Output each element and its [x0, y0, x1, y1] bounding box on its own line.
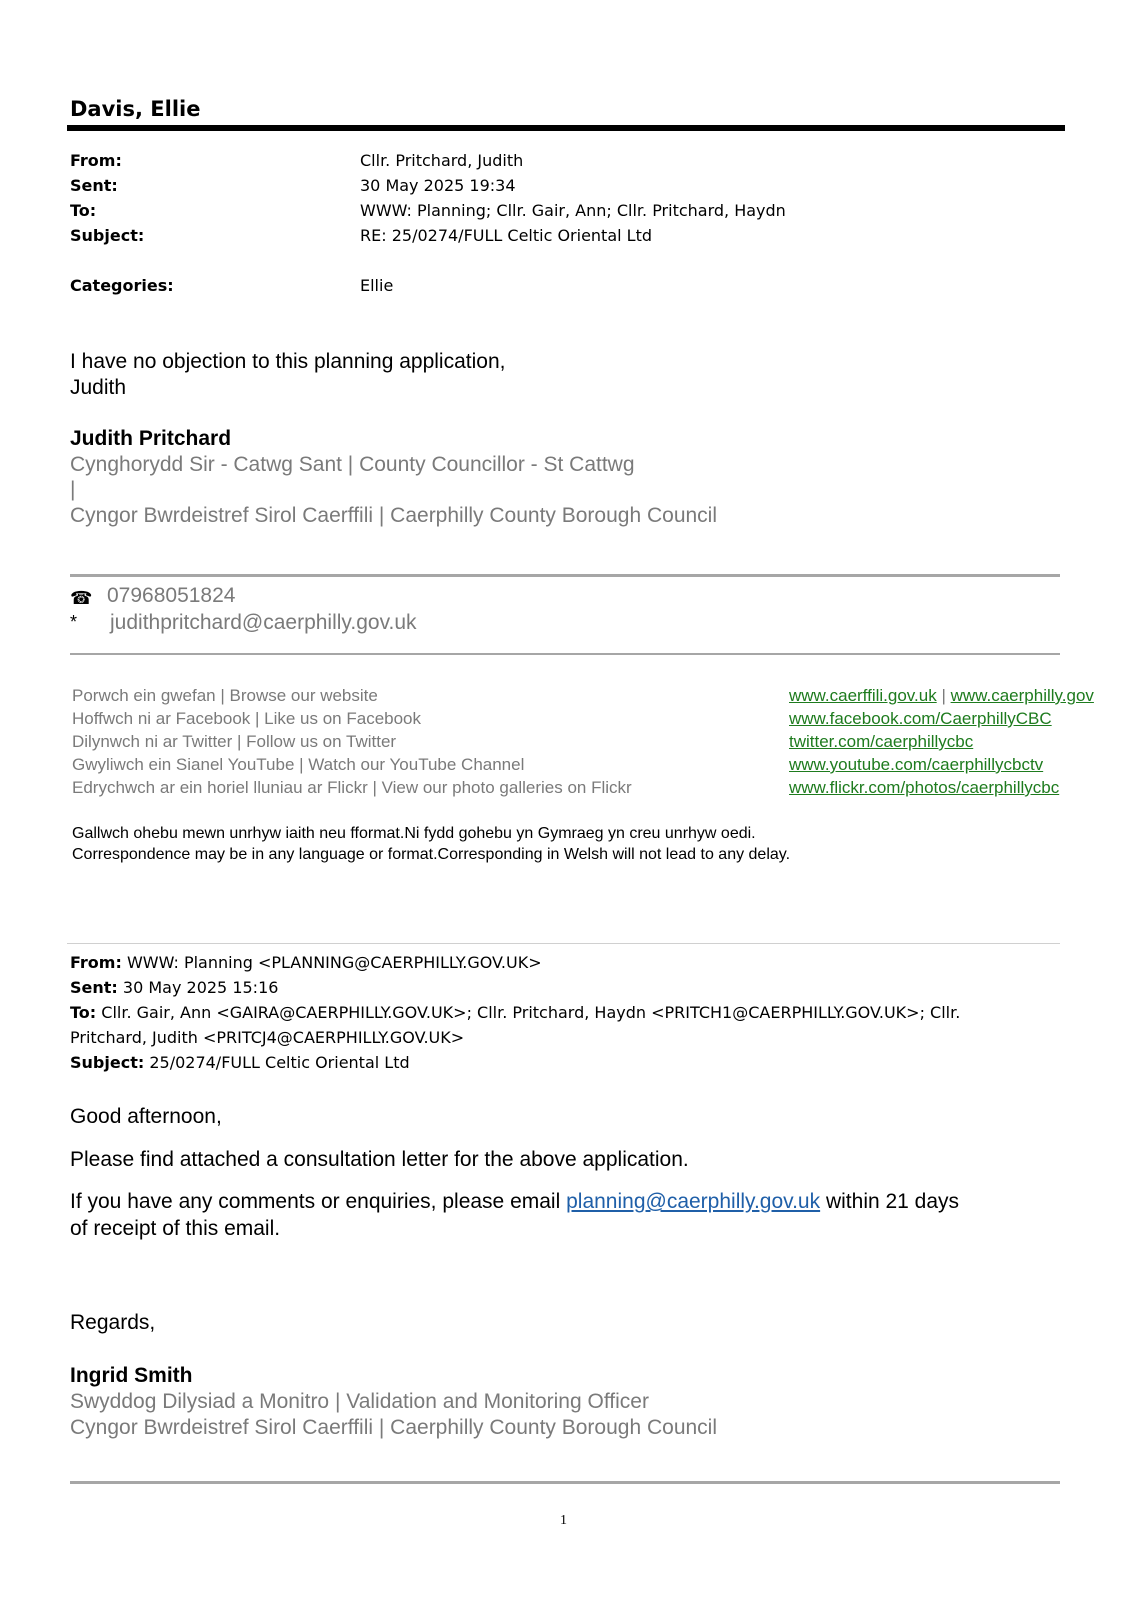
social-label-twitter: Dilynwch ni ar Twitter | Follow us on Twitter — [72, 732, 397, 751]
subject-value: RE: 25/0274/FULL Celtic Oriental Ltd — [360, 226, 653, 245]
fwd-subject-value: 25/0274/FULL Celtic Oriental Ltd — [149, 1053, 410, 1072]
message-paragraph-2-end: within 21 days — [825, 1190, 960, 1213]
fwd-from-label: From: — [70, 953, 122, 972]
signature-pipe: | — [70, 478, 76, 501]
from-value: Cllr. Pritchard, Judith — [360, 151, 524, 170]
from-label: From: — [70, 151, 122, 170]
to-label: To: — [70, 201, 97, 220]
fwd-to-value-line1: Cllr. Gair, Ann <GAIRA@CAERPHILLY.GOV.UK>; Cllr. Pritchard, Haydn <PRITCH1@CAERPHILLY.GOV.UK>; Cllr. — [101, 1003, 961, 1022]
sent-label: Sent: — [70, 176, 118, 195]
sent-value: 30 May 2025 19:34 — [360, 176, 516, 195]
reply-line-2: Judith — [70, 376, 127, 399]
fwd-from-value: WWW: Planning <PLANNING@CAERPHILLY.GOV.UK> — [126, 953, 542, 972]
to-value: WWW: Planning; Cllr. Gair, Ann; Cllr. Pritchard, Haydn — [360, 201, 786, 220]
language-note-english: Correspondence may be in any language or format.Corresponding in Welsh will not lead to any delay. — [72, 846, 791, 863]
signature-phone: 07968051824 — [107, 584, 236, 607]
social-label-website: Porwch ein gwefan | Browse our website — [72, 686, 378, 705]
sender-role: Swyddog Dilysiad a Monitro | Validation and Monitoring Officer — [70, 1390, 649, 1413]
header-sent-row — [70, 176, 1050, 200]
mailbox-owner: Davis, Ellie — [70, 97, 201, 121]
reply-line-1: I have no objection to this planning application, — [70, 350, 506, 373]
social-label-facebook: Hoffwch ni ar Facebook | Like us on Facebook — [72, 709, 422, 728]
fwd-to-value-line2: Pritchard, Judith <PRITCJ4@CAERPHILLY.GOV.UK> — [70, 1028, 465, 1047]
website-link-caerffili[interactable]: www.caerffili.gov.uk — [789, 686, 937, 705]
language-note-welsh: Gallwch ohebu mewn unrhyw iaith neu fformat.Ni fydd gohebu yn Gymraeg yn creu unrhyw oedi. — [72, 825, 756, 842]
signature-email: judithpritchard@caerphilly.gov.uk — [110, 611, 417, 634]
signature-divider-top — [70, 574, 1060, 577]
phone-icon: ☎ — [70, 588, 93, 608]
header-divider — [67, 125, 1065, 131]
social-website-links — [789, 686, 1094, 706]
page-number: 1 — [560, 1513, 567, 1528]
social-label-youtube: Gwyliwch ein Sianel YouTube | Watch our YouTube Channel — [72, 755, 525, 774]
fwd-sent-row — [70, 978, 278, 997]
forwarded-divider — [67, 943, 1060, 944]
message-paragraph-2-line2: of receipt of this email. — [70, 1217, 281, 1240]
fwd-to-label: To: — [70, 1003, 97, 1022]
flickr-link[interactable]: www.flickr.com/photos/caerphillycbc — [789, 778, 1060, 797]
signature-name: Judith Pritchard — [70, 427, 232, 450]
message-paragraph-2-start: If you have any comments or enquiries, please email — [70, 1190, 561, 1213]
subject-label: Subject: — [70, 226, 145, 245]
fwd-subject-row — [70, 1053, 410, 1072]
fwd-to-row — [70, 1003, 960, 1022]
categories-label: Categories: — [70, 276, 174, 295]
signature-role: Cynghorydd Sir - Catwg Sant | County Councillor - St Cattwg — [70, 453, 635, 476]
planning-email-link[interactable]: planning@caerphilly.gov.uk — [566, 1190, 821, 1213]
message-paragraph-1: Please find attached a consultation letter for the above application. — [70, 1148, 689, 1171]
sender-name: Ingrid Smith — [70, 1364, 193, 1387]
fwd-from-row — [70, 953, 542, 972]
twitter-link[interactable]: twitter.com/caerphillycbc — [789, 732, 974, 751]
website-link-separator: | — [941, 686, 946, 705]
website-link-caerphilly[interactable]: www.caerphilly.gov — [950, 686, 1094, 705]
sender-council: Cyngor Bwrdeistref Sirol Caerffili | Caerphilly County Borough Council — [70, 1416, 718, 1439]
sender-signature-divider — [70, 1481, 1060, 1484]
signature-council: Cyngor Bwrdeistref Sirol Caerffili | Caerphilly County Borough Council — [70, 504, 718, 527]
social-label-flickr: Edrychwch ar ein horiel lluniau ar Flickr | View our photo galleries on Flickr — [72, 778, 632, 797]
header-from-row — [70, 151, 1050, 175]
facebook-link[interactable]: www.facebook.com/CaerphillyCBC — [789, 709, 1052, 728]
youtube-link[interactable]: www.youtube.com/caerphillycbctv — [789, 755, 1044, 774]
message-greeting: Good afternoon, — [70, 1105, 222, 1128]
signature-divider-bottom — [70, 653, 1060, 655]
header-to-row — [70, 201, 1050, 225]
message-paragraph-2 — [70, 1190, 959, 1214]
fwd-sent-value: 30 May 2025 15:16 — [122, 978, 279, 997]
categories-value: Ellie — [360, 276, 394, 295]
fwd-sent-label: Sent: — [70, 978, 118, 997]
header-categories-row — [70, 276, 1050, 300]
email-icon: * — [70, 612, 78, 632]
header-subject-row — [70, 226, 1050, 250]
message-regards: Regards, — [70, 1311, 156, 1334]
fwd-subject-label: Subject: — [70, 1053, 145, 1072]
